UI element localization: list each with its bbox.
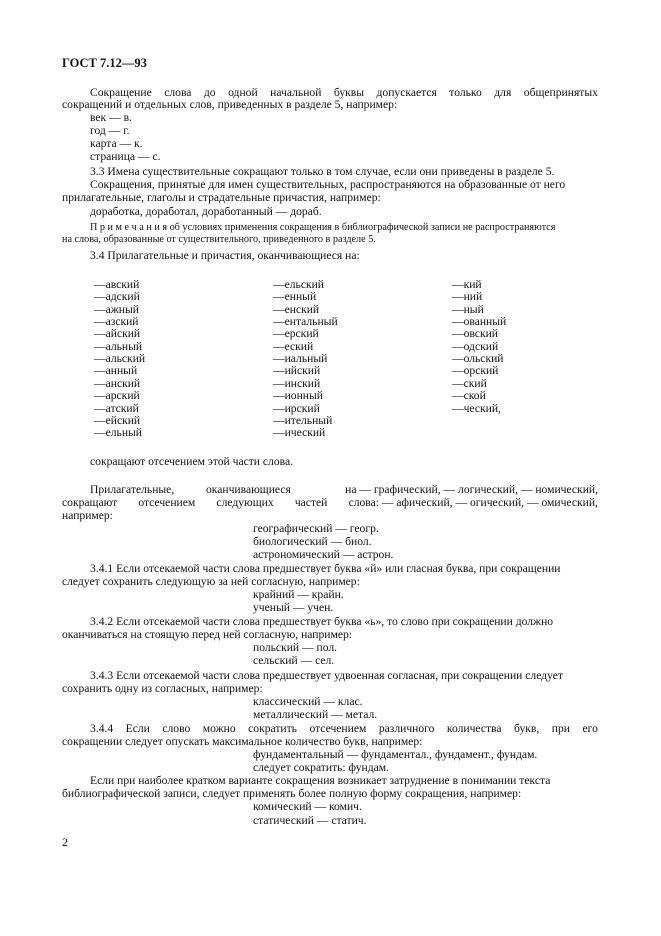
paragraph-line bbox=[62, 497, 598, 509]
paragraph-line: сокращают отсечением этой части слова. bbox=[90, 455, 294, 468]
paragraph-line: сокращении следует опускать максимальное количество букв, например: bbox=[62, 735, 423, 748]
example-line: географический — геогр. bbox=[253, 522, 379, 535]
paragraph-line: сохранить одну из согласных, например: bbox=[62, 682, 263, 695]
ending-item: —айский bbox=[94, 327, 141, 341]
ending-item: —енский bbox=[273, 302, 320, 316]
example-line: металлический — метал. bbox=[253, 708, 378, 721]
ending-item: —енный bbox=[273, 290, 317, 304]
paragraph-line: прилагательные, глаголы и страдательные причастия, например: bbox=[62, 191, 381, 204]
word: 3.4.4 bbox=[90, 722, 114, 735]
example-line: сельский — сел. bbox=[253, 654, 335, 667]
page-number: 2 bbox=[62, 835, 68, 849]
paragraph-line: Если при наиболее кратком варианте сокращения возникает затруднение в понимании текста bbox=[90, 774, 551, 787]
ending-item: —ирский bbox=[273, 401, 320, 415]
word: сократить bbox=[248, 722, 297, 735]
word: различного bbox=[378, 722, 435, 735]
ending-item: —ический bbox=[273, 426, 326, 440]
example-line: биологический — биол. bbox=[253, 535, 372, 548]
word: слова bbox=[164, 86, 192, 99]
word: при bbox=[551, 722, 570, 735]
ending-item: —ный bbox=[452, 302, 484, 316]
ending-item: —ительный bbox=[273, 413, 333, 427]
ending-item: —ажный bbox=[94, 302, 139, 316]
word: Сокращение bbox=[90, 86, 152, 99]
word: слово bbox=[162, 722, 191, 735]
paragraph-line: Сокращения, принятые для имен существительных, распространяются на образованные от него bbox=[90, 178, 566, 191]
example-line: карта — к. bbox=[90, 137, 143, 150]
paragraph-line: например: bbox=[62, 509, 113, 522]
word: можно bbox=[202, 722, 236, 735]
ending-item: —ионный bbox=[273, 389, 323, 403]
word: количества bbox=[446, 722, 502, 735]
ending-item: —ской bbox=[452, 389, 486, 403]
section-3-4-line: 3.4 Прилагательные и причастия, оканчивающиеся на: bbox=[90, 249, 360, 262]
word: отсечением bbox=[309, 722, 367, 735]
paragraph-line: библиографической записи, следует применять более полную форму сокращения, например: bbox=[62, 787, 522, 800]
example-line: комический — комич. bbox=[253, 800, 362, 813]
ending-item: —ейский bbox=[94, 413, 141, 427]
ending-item: —ский bbox=[452, 376, 487, 390]
ending-item: —одский bbox=[452, 339, 499, 353]
word: допускается bbox=[376, 86, 437, 99]
word: оканчивающиеся bbox=[206, 483, 291, 496]
word: слова: — афический, — огический, — омический, bbox=[348, 496, 598, 509]
ending-item: —альный bbox=[94, 339, 143, 353]
ending-item: —ольский bbox=[452, 352, 504, 366]
ending-item: —авский bbox=[94, 278, 140, 291]
word: букв, bbox=[514, 722, 540, 735]
word: начальной bbox=[270, 86, 322, 99]
example-line: крайний — крайн. bbox=[253, 588, 344, 601]
example-line: доработка, доработал, доработанный — дораб. bbox=[90, 205, 322, 218]
word: частей bbox=[294, 496, 328, 509]
ending-item: —иальный bbox=[273, 352, 328, 366]
example-line: фундаментальный — фундаментал., фундамент., фундам. bbox=[253, 748, 538, 761]
paragraph-line: оканчиваться на стоящую перед ней согласную, например: bbox=[62, 628, 352, 641]
ending-item: —ческий, bbox=[452, 401, 501, 415]
ending-item: —ийский bbox=[273, 364, 321, 378]
ending-item: —овский bbox=[452, 327, 498, 341]
paragraph-line: сокращений и отдельных слов, приведенных в разделе 5, например: bbox=[62, 98, 398, 111]
ending-item: —анный bbox=[94, 364, 138, 378]
ending-item: —адский bbox=[94, 290, 140, 304]
ending-item: —азский bbox=[94, 315, 139, 329]
ending-item: —ельский bbox=[273, 278, 325, 291]
example-line: год — г. bbox=[90, 124, 130, 137]
word: Если bbox=[125, 722, 150, 735]
paragraph-line: следует сохранить следующую за ней согласную, например: bbox=[62, 575, 360, 588]
word: для bbox=[494, 86, 512, 99]
example-line: следует сократить: фундам. bbox=[253, 761, 390, 774]
word: на — графический, — логический, — номический, bbox=[345, 483, 598, 496]
note-line: П р и м е ч а н и я об условиях применения сокращения в библиографической записи не распространяются bbox=[90, 222, 556, 233]
section-3-4-1-line: 3.4.1 Если отсекаемой части слова предшествует буква «й» или гласная буква, при сокращении bbox=[90, 562, 561, 575]
document-header: ГОСТ 7.12—93 bbox=[62, 56, 147, 70]
ending-item: —инский bbox=[273, 376, 321, 390]
word: до bbox=[203, 86, 216, 99]
ending-item: —альский bbox=[94, 352, 146, 366]
ending-item: —ерский bbox=[273, 327, 319, 341]
word: только bbox=[449, 86, 482, 99]
ending-item: —кий bbox=[452, 278, 482, 291]
ending-item: —арский bbox=[94, 389, 140, 403]
note-line: на слова, образованные от существительного, приведенного в разделе 5. bbox=[62, 234, 376, 245]
example-line: век — в. bbox=[90, 111, 132, 124]
section-3-4-4-line bbox=[90, 723, 598, 735]
word: общепринятых bbox=[523, 86, 598, 99]
word: следующих bbox=[216, 496, 274, 509]
ending-item: —атский bbox=[94, 401, 139, 415]
section-3-3-line: 3.3 Имена существительные сокращают только в том случае, если они приведены в разделе 5. bbox=[90, 165, 555, 178]
example-line: астрономический — астрон. bbox=[253, 548, 394, 561]
ending-item: —орский bbox=[452, 364, 499, 378]
example-line: страница — с. bbox=[90, 150, 161, 163]
ending-item: —ованный bbox=[452, 315, 507, 329]
section-3-4-2-line: 3.4.2 Если отсекаемой части слова предшествует буква «ь», то слово при сокращении должно bbox=[90, 615, 554, 628]
word: буквы bbox=[333, 86, 365, 99]
word: его bbox=[582, 722, 598, 735]
ending-item: —еский bbox=[273, 339, 314, 353]
word: сокращают bbox=[62, 496, 118, 509]
word: одной bbox=[228, 86, 258, 99]
example-line: польский — пол. bbox=[253, 641, 338, 654]
ending-item: —ний bbox=[452, 290, 483, 304]
word: Прилагательные, bbox=[90, 483, 175, 496]
example-line: статический — статич. bbox=[253, 814, 367, 827]
example-line: классический — клас. bbox=[253, 695, 363, 708]
section-3-4-3-line: 3.4.3 Если отсекаемой части слова предшествует удвоенная согласная, при сокращении следует bbox=[90, 669, 563, 682]
ending-item: —ентальный bbox=[273, 315, 338, 329]
word: отсечением bbox=[138, 496, 196, 509]
example-line: ученый — учен. bbox=[253, 601, 334, 614]
ending-item: —ельный bbox=[94, 426, 143, 440]
ending-item: —анский bbox=[94, 376, 141, 390]
